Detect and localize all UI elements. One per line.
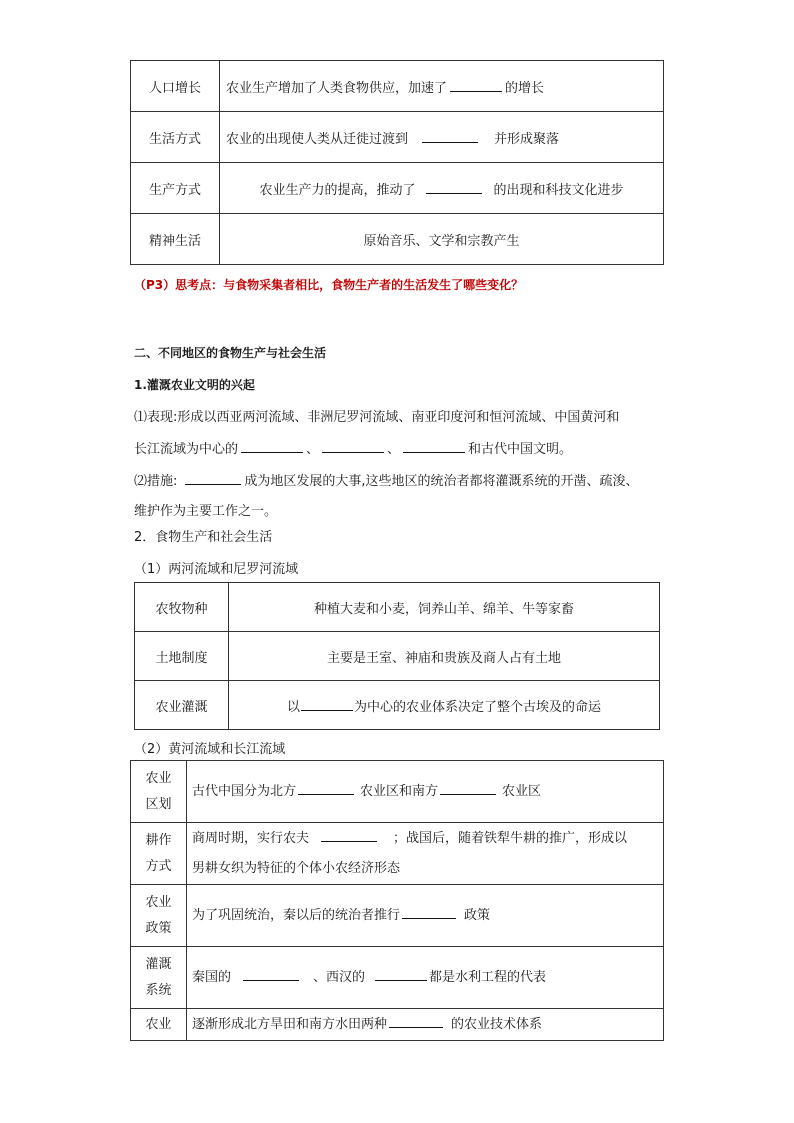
row-label: 农牧物种	[135, 583, 229, 632]
row-label: 生活方式	[131, 112, 220, 163]
row-label: 生产方式	[131, 163, 220, 214]
subsection-title: （2）黄河流域和长江流域	[134, 742, 286, 757]
table-row	[131, 61, 664, 112]
row-label: 人口增长	[131, 61, 220, 112]
subsection-title: （1）两河流域和尼罗河流域	[134, 562, 299, 577]
row-label: 农业 政策	[131, 885, 187, 947]
table-row	[135, 681, 660, 730]
row-content: 秦国的 、西汉的 都是水利工程的代表	[187, 947, 664, 1009]
table-row	[131, 112, 664, 163]
table-row	[131, 163, 664, 214]
subsection-title: 2．食物生产和社会生活	[134, 530, 273, 545]
fill-blank[interactable]	[301, 698, 353, 711]
paragraph-line: ⑴表现:形成以西亚两河流域、非洲尼罗河流域、南亚印度河和恒河流域、中国黄河和	[134, 410, 620, 425]
table-row	[131, 214, 664, 265]
section-title: 二、不同地区的食物生产与社会生活	[134, 346, 327, 360]
row-content: 原始音乐、文学和宗教产生	[220, 214, 664, 265]
fill-blank[interactable]	[241, 440, 303, 453]
fill-blank[interactable]	[375, 968, 427, 981]
table-neolithic-changes	[130, 60, 664, 265]
fill-blank[interactable]	[440, 782, 496, 795]
table-row	[131, 885, 664, 947]
table-row	[131, 761, 664, 823]
row-content: 种植大麦和小麦，饲养山羊、绵羊、牛等家畜	[229, 583, 660, 632]
table-row	[135, 632, 660, 681]
subsection-title: 1.灌溉农业文明的兴起	[134, 378, 255, 392]
row-content: 农业生产增加了人类食物供应，加速了 的增长	[220, 61, 664, 112]
table-mesopotamia-egypt	[134, 582, 660, 730]
fill-blank[interactable]	[450, 79, 502, 92]
row-content: 以 为中心的农业体系决定了整个古埃及的命运	[229, 681, 660, 730]
row-content: 农业的出现使人类从迁徙过渡到 并形成聚落	[220, 112, 664, 163]
fill-blank[interactable]	[298, 782, 354, 795]
paragraph-line: ⑵措施: 成为地区发展的大事,这些地区的统治者都将灌溉系统的开凿、疏浚、	[134, 474, 639, 489]
fill-blank[interactable]	[389, 1015, 443, 1028]
fill-blank[interactable]	[426, 181, 482, 194]
fill-blank[interactable]	[402, 906, 456, 919]
row-label: 灌溉 系统	[131, 947, 187, 1009]
row-label: 耕作 方式	[131, 823, 187, 885]
paragraph-line: 维护作为主要工作之一。	[134, 504, 278, 519]
row-content: 逐渐形成北方旱田和南方水田两种 的农业技术体系	[187, 1009, 664, 1041]
paragraph-line: 长江流域为中心的 、 、 和古代中国文明。	[134, 442, 573, 457]
fill-blank[interactable]	[422, 130, 478, 143]
table-row	[131, 823, 664, 885]
table-row	[135, 583, 660, 632]
fill-blank[interactable]	[243, 968, 299, 981]
row-content: 农业生产力的提高，推动了 的出现和科技文化进步	[220, 163, 664, 214]
fill-blank[interactable]	[322, 440, 384, 453]
row-content: 主要是王室、神庙和贵族及商人占有土地	[229, 632, 660, 681]
row-content: 为了巩固统治，秦以后的统治者推行 政策	[187, 885, 664, 947]
row-content: 古代中国分为北方 农业区和南方 农业区	[187, 761, 664, 823]
table-yellow-yangtze	[130, 760, 664, 1041]
row-label: 农业灌溉	[135, 681, 229, 730]
row-label: 精神生活	[131, 214, 220, 265]
fill-blank[interactable]	[185, 472, 241, 485]
row-label: 农业 区划	[131, 761, 187, 823]
row-label: 农业	[131, 1009, 187, 1041]
table-row	[131, 947, 664, 1009]
row-content: 商周时期，实行农夫 ；战国后，随着铁犁牛耕的推广，形成以 男耕女织为特征的个体小农经济形态	[187, 823, 664, 885]
row-label: 土地制度	[135, 632, 229, 681]
fill-blank[interactable]	[321, 829, 377, 842]
fill-blank[interactable]	[403, 440, 465, 453]
think-point: （P3）思考点：与食物采集者相比，食物生产者的生活发生了哪些变化？	[134, 278, 524, 292]
table-row	[131, 1009, 664, 1041]
